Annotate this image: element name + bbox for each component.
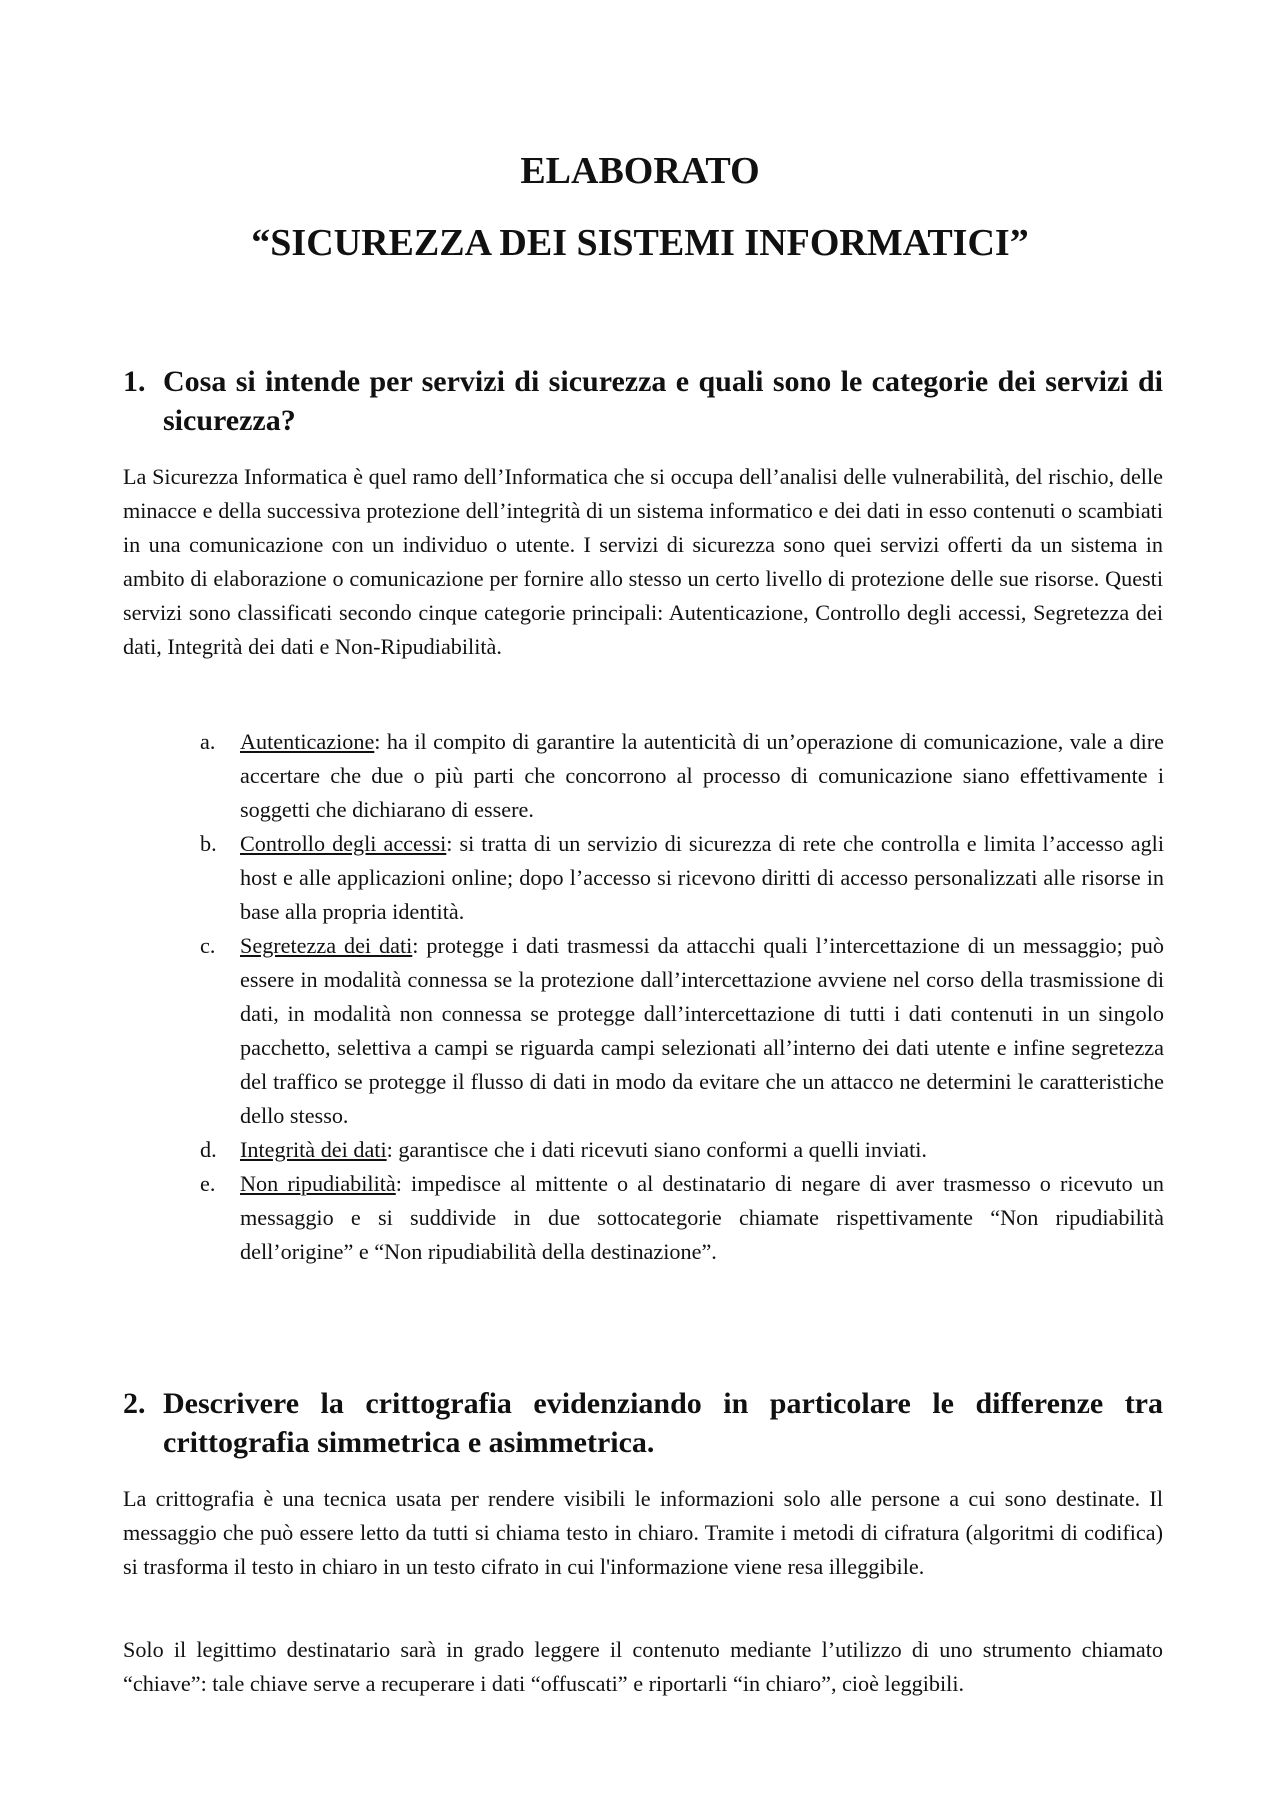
- list-marker: e.: [200, 1171, 216, 1196]
- item-term: Controllo degli accessi: [240, 831, 447, 856]
- section-1-intro: La Sicurezza Informatica è quel ramo dell’Informatica che si occupa dell’analisi delle vulnerabilità, del rischio, delle minacce e della successiva protezione dell’integrità di un sistema informatico e dei dati in esso contenuti o scambiati in una comunicazione con un individuo o utente. I servizi di sicurezza sono quei servizi offerti da un sistema in ambito di elaborazione o comunicazione per fornire allo stesso un certo livello di protezione delle sue risorse. Questi servizi sono classificati secondo cinque categorie principali: Autenticazione, Controllo degli accessi, Segretezza dei dati, Integrità dei dati e Non-Ripudiabilità.: [123, 464, 1163, 659]
- item-term: Non ripudiabilità: [240, 1171, 396, 1196]
- section-2-number: 2.: [123, 1387, 146, 1420]
- section-2-paragraph-1: La crittografia è una tecnica usata per rendere visibili le informazioni solo alle persone a cui sono destinate. Il messaggio che può essere letto da tutti si chiama testo in chiaro. Tramite i metodi di cifratura (algoritmi di codifica) si trasforma il testo in chiaro in un testo cifrato in cui l'informazione viene resa illeggibile.: [123, 1486, 1163, 1579]
- section-1-question: Cosa si intende per servizi di sicurezza e quali sono le categorie dei servizi di sicurezza?: [163, 365, 1163, 437]
- list-marker: b.: [200, 831, 217, 856]
- item-text: : ha il compito di garantire la autenticità di un’operazione di comunicazione, vale a dire accertare che due o più parti che concorrono al processo di comunicazione siano effettivamente i soggetti che dichiarano di essere.: [240, 729, 1164, 822]
- section-2-question: Descrivere la crittografia evidenziando in particolare le differenze tra crittografia simmetrica e asimmetrica.: [163, 1387, 1163, 1459]
- section-2-paragraph-2: Solo il legittimo destinatario sarà in grado leggere il contenuto mediante l’utilizzo di uno strumento chiamato “chiave”: tale chiave serve a recuperare i dati “offuscati” e riportarli “in chiaro”, cioè leggibili.: [123, 1637, 1163, 1696]
- list-item: [200, 1133, 1164, 1167]
- item-text: : garantisce che i dati ricevuti siano conformi a quelli inviati.: [386, 1137, 927, 1162]
- list-marker: d.: [200, 1137, 217, 1162]
- item-term: Autenticazione: [240, 729, 375, 754]
- section-1-number: 1.: [123, 365, 146, 398]
- list-marker: c.: [200, 933, 216, 958]
- section-1-heading: [123, 362, 1163, 440]
- item-term: Segretezza dei dati: [240, 933, 413, 958]
- item-text: : si tratta di un servizio di sicurezza di rete che controlla e limita l’accesso agli host e alle applicazioni online; dopo l’accesso si ricevono diritti di accesso personalizzati alle risorse in base alla propria identità.: [240, 831, 1164, 924]
- document-subtitle: “SICUREZZA DEI SISTEMI INFORMATICI”: [251, 222, 1029, 264]
- item-text: : impedisce al mittente o al destinatario di negare di aver trasmesso o ricevuto un messaggio e si suddivide in due sottocategorie chiamate rispettivamente “Non ripudiabilità dell’origine” e “Non ripudiabilità della destinazione”.: [240, 1171, 1164, 1264]
- security-services-list: [200, 725, 1164, 1269]
- list-item: [200, 827, 1164, 929]
- list-item: [200, 1167, 1164, 1269]
- list-item: [200, 725, 1164, 827]
- document-title: ELABORATO: [520, 150, 760, 192]
- item-text: : protegge i dati trasmessi da attacchi quali l’intercettazione di un messaggio; può essere in modalità connessa se la protezione dall’intercettazione avviene nel corso della trasmissione di dati, in modalità non connessa se protegge dall’intercettazione di tutti i dati contenuti in un singolo pacchetto, selettiva a campi se riguarda campi selezionati all’interno dei dati utente e infine segretezza del traffico se protegge il flusso di dati in modo da evitare che un attacco ne determini le caratteristiche dello stesso.: [240, 933, 1164, 1128]
- item-term: Integrità dei dati: [240, 1137, 387, 1162]
- list-marker: a.: [200, 729, 216, 754]
- list-item: [200, 929, 1164, 1133]
- section-2-heading: [123, 1384, 1163, 1462]
